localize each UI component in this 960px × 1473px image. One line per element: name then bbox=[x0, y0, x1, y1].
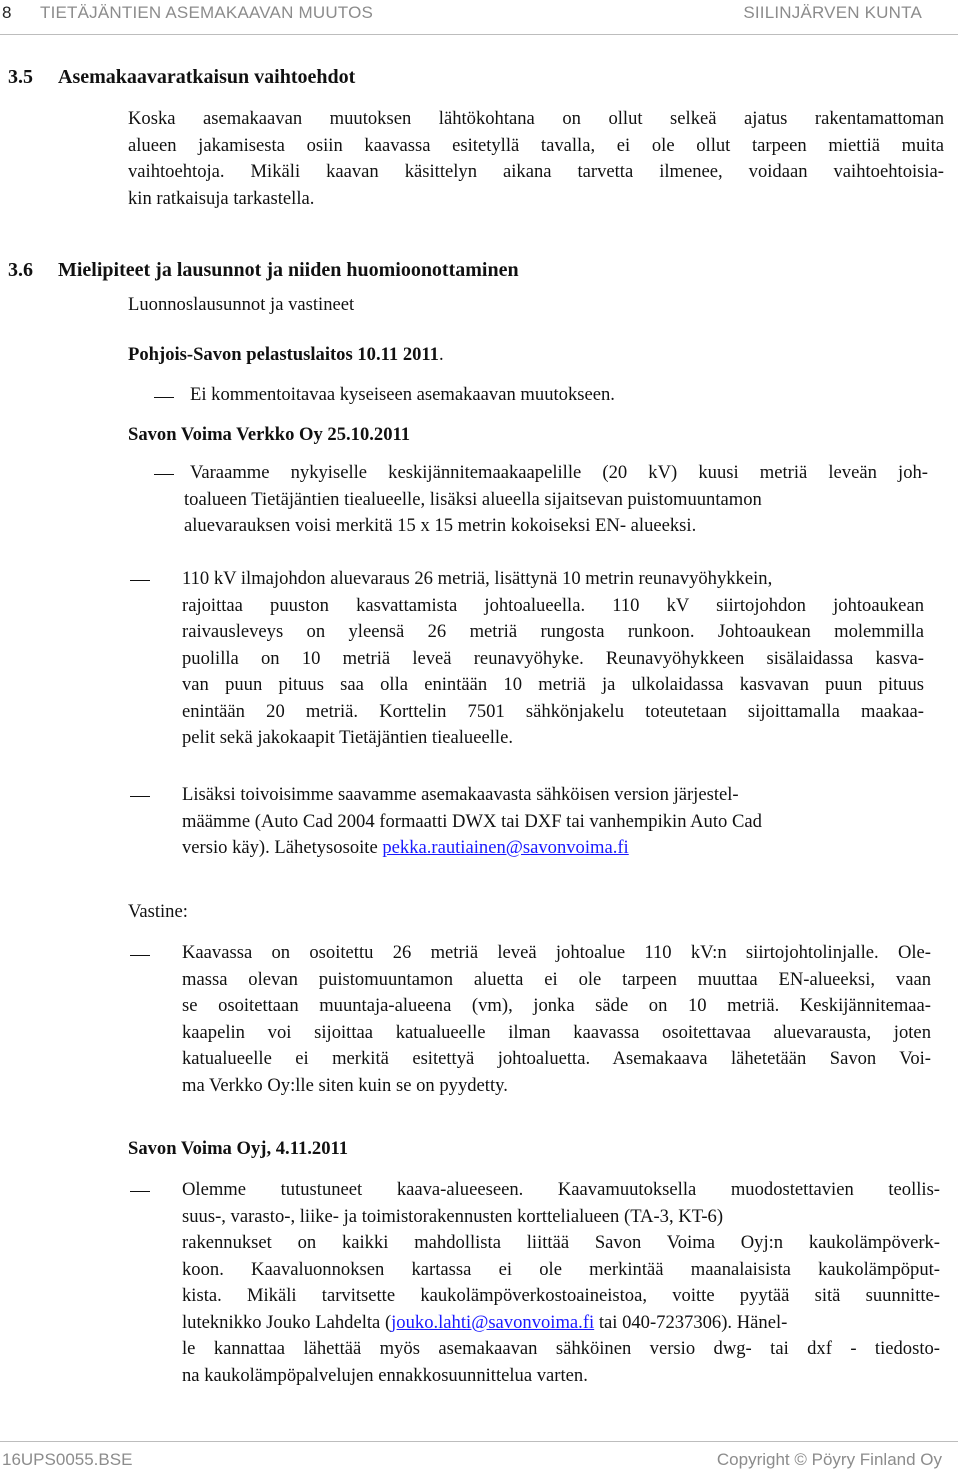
pelastuslaitos-bullet: Ei kommentoitavaa kyseiseen asemakaavan muutokseen. bbox=[190, 384, 615, 405]
bullet-dash bbox=[130, 955, 150, 956]
page-number: 8 bbox=[2, 3, 12, 22]
bullet-line: ma Verkko Oy:lle siten kuin se on pyydetty. bbox=[182, 1074, 508, 1096]
heading-bold: Pohjois-Savon pelastuslaitos 10.11 2011 bbox=[128, 344, 439, 365]
bullet-line: se osoitettaan muuntaja-alueena (vm), jonka säde on 10 metriä. Keskijännitemaa- bbox=[182, 995, 931, 1016]
bullet-line: suus-, varasto-, liike- ja toimistorakennusten korttelialueen (TA-3, KT-6) bbox=[182, 1205, 724, 1227]
bullet-line: Varaamme nykyiselle keskijännitemaakaapelille (20 kV) kuusi metriä leveän joh- bbox=[190, 462, 928, 483]
savon-voima-verkko-heading: Savon Voima Verkko Oy 25.10.2011 bbox=[128, 424, 411, 445]
bullet-line: rakennukset on kaikki mahdollista liittää Savon Voima Oyj:n kaukolämpöverk- bbox=[182, 1232, 940, 1253]
email-link-pekka[interactable]: pekka.rautiainen@savonvoima.fi bbox=[382, 837, 629, 858]
para-line: Koska asemakaavan muutoksen lähtökohtana on ollut selkeä ajatus rakentamattoman bbox=[128, 108, 944, 129]
bullet-line: na kaukolämpöpalvelujen ennakkosuunnittelua varten. bbox=[182, 1364, 588, 1386]
bullet-line: rajoittaa puuston kasvattamista johtoalueella. 110 kV siirtojohdon johtoaukean bbox=[182, 594, 924, 616]
section-number: 3.6 bbox=[8, 259, 33, 281]
bullet-line: kaapelin voi sijoittaa katualueelle ilman kaavassa osoitettavaa aluevarausta, joten bbox=[182, 1021, 931, 1043]
bullet-dash bbox=[130, 1191, 150, 1192]
copyright: Copyright © Pöyry Finland Oy bbox=[716, 1450, 942, 1469]
bullet-dash bbox=[130, 796, 150, 797]
savon-voima-oyj-heading: Savon Voima Oyj, 4.11.2011 bbox=[128, 1138, 349, 1159]
bullet-line: 110 kV ilmajohdon aluevaraus 26 metriä, lisättynä 10 metrin reunavyöhykkein, bbox=[182, 568, 773, 589]
verkko-bullet-3 bbox=[182, 782, 904, 862]
bullet-line: van puun pituus saa olla enintään 10 metriä ja ulkolaidassa kasvavan puun pituus bbox=[182, 674, 924, 695]
bullet-dash bbox=[154, 397, 174, 398]
bullet-dash bbox=[130, 580, 150, 581]
bullet-line: massa olevan puistomuuntamon aluetta ei ole tarpeen muuttaa EN-alueeksi, vaan bbox=[182, 968, 931, 990]
subsection-title: Luonnoslausunnot ja vastineet bbox=[128, 294, 355, 315]
section-title: Asemakaavaratkaisun vaihtoehdot bbox=[58, 66, 356, 88]
bullet-line: le kannattaa lähettää myös asemakaavan sähköinen versio dwg- tai dxf - tiedosto- bbox=[182, 1338, 940, 1359]
bullet-line: kista. Mikäli tarvitsette kaukolämpöverkostoaineistoa, voitte pyytää sitä suunnitte- bbox=[182, 1285, 940, 1306]
bullet-line: raivausleveys on yleensä 26 metriä rungosta runkoon. Johtoaukean molemmilla bbox=[182, 621, 924, 642]
verkko-bullet-1 bbox=[184, 460, 928, 540]
bullet-line: koon. Kaavaluonnoksen kartassa ei ole merkintää maanalaisista kaukolämpöput- bbox=[182, 1258, 940, 1280]
vastine-label: Vastine: bbox=[128, 901, 188, 922]
bullet-line: pelit sekä jakokaapit Tietäjäntien tiealueelle. bbox=[182, 727, 513, 748]
section-number: 3.5 bbox=[8, 66, 33, 88]
verkko-bullet-2 bbox=[182, 566, 924, 752]
bullet-line bbox=[182, 835, 904, 862]
bullet-line: puolilla on 10 metriä leveä reunavyöhyke. Reunavyöhykkeen sisälaidassa kasva- bbox=[182, 647, 924, 669]
section-3-5-paragraph bbox=[128, 106, 944, 212]
para-line: alueen jakamisesta osiin kaavassa esitetyllä tavalla, ei ole ollut tarpeen miettiä muita bbox=[128, 134, 944, 156]
pelastuslaitos-heading bbox=[128, 344, 444, 366]
bullet-line: Lisäksi toivoisimme saavamme asemakaavasta sähköisen version järjestel- bbox=[182, 784, 739, 805]
bullet-line: enintään 20 metriä. Korttelin 7501 sähkönjakelu toteutetaan sijoittamalla maakaa- bbox=[182, 700, 924, 722]
oyj-bullet bbox=[182, 1177, 940, 1389]
section-title: Mielipiteet ja lausunnot ja niiden huomioonottaminen bbox=[58, 259, 519, 281]
address-label: versio käy). Lähetysosoite bbox=[182, 837, 383, 858]
bullet-dash bbox=[154, 474, 174, 475]
para-line: vaihtoehtoja. Mikäli kaavan käsittelyn aikana tarvetta ilmenee, voidaan vaihtoehtoisia- bbox=[128, 161, 944, 182]
header-divider bbox=[0, 34, 958, 35]
bullet-line bbox=[182, 1310, 940, 1337]
bullet-line: Olemme tutustuneet kaava-alueeseen. Kaavamuutoksella muodostettavien teollis- bbox=[182, 1179, 940, 1200]
header-title: TIETÄJÄNTIEN ASEMAKAAVAN MUUTOS bbox=[40, 3, 374, 22]
bullet-line: toalueen Tietäjäntien tiealueelle, lisäksi alueella sijaitsevan puistomuuntamon bbox=[184, 488, 762, 510]
para-line: kin ratkaisuja tarkastella. bbox=[128, 187, 315, 209]
bullet-line: määmme (Auto Cad 2004 formaatti DWX tai DXF tai vanhempikin Auto Cad bbox=[182, 810, 762, 832]
bullet-line: Kaavassa on osoitettu 26 metriä leveä johtoalue 110 kV:n siirtojohtolinjalle. Ole- bbox=[182, 942, 931, 963]
vastine-bullet bbox=[182, 940, 931, 1099]
bullet-line: aluevarauksen voisi merkitä 15 x 15 metrin kokoiseksi EN- alueeksi. bbox=[184, 515, 697, 536]
email-link-jouko[interactable]: jouko.lahti@savonvoima.fi bbox=[391, 1311, 595, 1333]
contact-text: luteknikko Jouko Lahdelta ( bbox=[182, 1311, 392, 1333]
document-code: 16UPS0055.BSE bbox=[2, 1450, 133, 1469]
heading-period: . bbox=[438, 344, 444, 365]
page-footer bbox=[0, 1450, 960, 1472]
page-header bbox=[0, 3, 960, 27]
contact-phone-text: tai 040-7237306). Hänel- bbox=[594, 1311, 788, 1333]
header-municipality: SIILINJÄRVEN KUNTA bbox=[743, 3, 922, 22]
bullet-line: katualueelle ei merkitä esitettyä johtoaluetta. Asemakaava lähetetään Savon Voi- bbox=[182, 1048, 931, 1069]
footer-divider bbox=[0, 1441, 958, 1442]
